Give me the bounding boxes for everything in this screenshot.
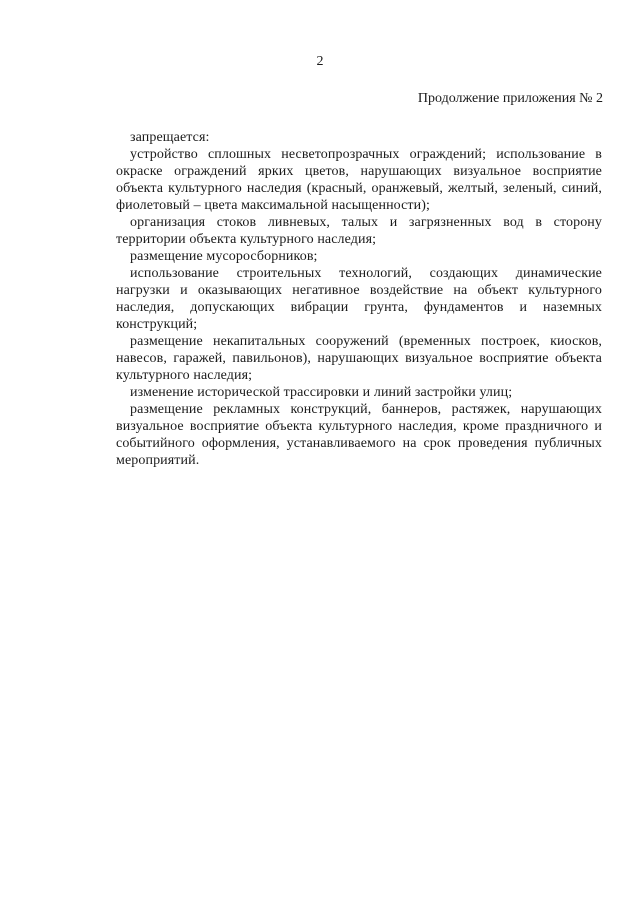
appendix-continuation-note: Продолжение приложения № 2 [417, 91, 603, 106]
paragraph-waste-bins: размещение мусоросборников; [130, 249, 318, 264]
paragraph-construction-technologies: использование строительных технологий, создающих динамические нагрузки и оказывающих негативное воздействие на объект культурного наследия, допускающих вибрации грунта, фундаментов и наземных конструкций; [116, 266, 602, 332]
paragraph-temporary-structures: размещение некапитальных сооружений (временных построек, киосков, навесов, гаражей, павильонов), нарушающих визуальное восприятие объекта культурного наследия; [116, 334, 602, 383]
paragraph-fences: устройство сплошных несветопрозрачных ограждений; использование в окраске ограждений ярких цветов, нарушающих визуальное восприятие объекта культурного наследия (красный, оранжевый, желтый, зеленый, синий, фиолетовый – цвета максимальной насыщенности); [116, 147, 602, 213]
paragraph-street-layout: изменение исторической трассировки и линий застройки улиц; [130, 385, 513, 400]
page-number: 2 [316, 54, 324, 69]
paragraph-prohibited-intro: запрещается: [130, 130, 210, 145]
paragraph-advertising: размещение рекламных конструкций, баннеров, растяжек, нарушающих визуальное восприятие объекта культурного наследия, кроме праздничного и событийного оформления, устанавливаемого на срок проведения публичных мероприятий. [116, 402, 602, 468]
paragraph-drainage: организация стоков ливневых, талых и загрязненных вод в сторону территории объекта культурного наследия; [116, 215, 602, 247]
document-body [116, 129, 602, 469]
